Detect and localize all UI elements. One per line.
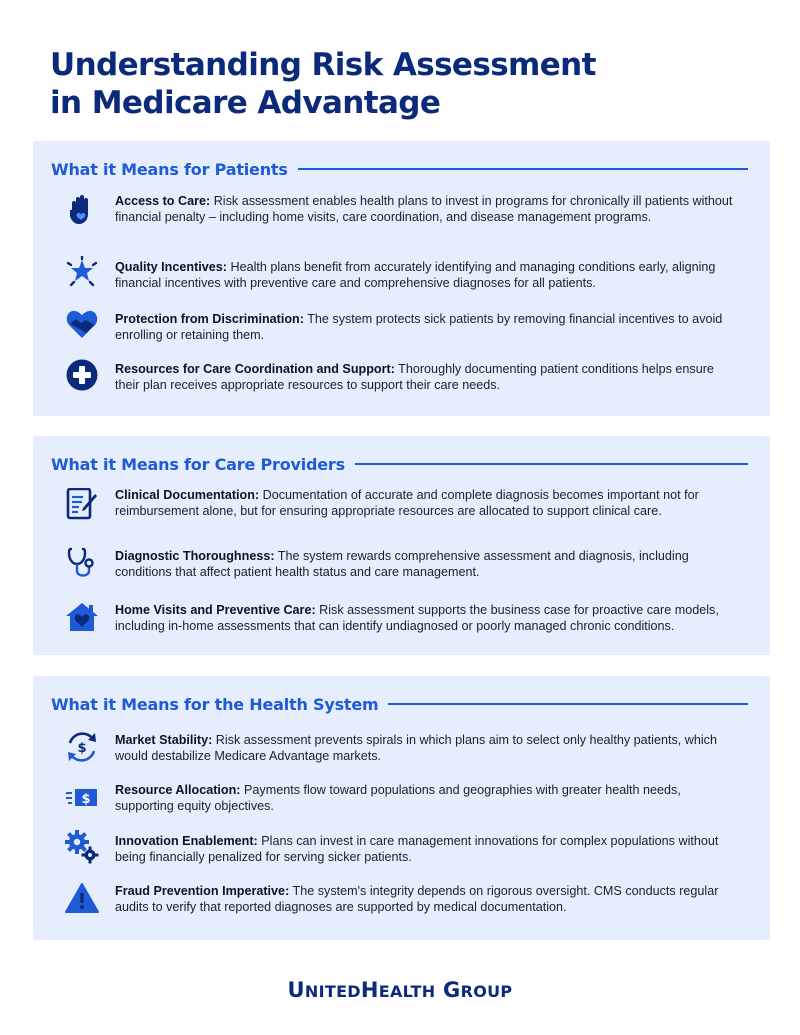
section-header [51, 692, 748, 716]
section-heading: What it Means for Patients [51, 159, 288, 179]
section-heading: What it Means for the Health System [51, 694, 379, 714]
star-burst-icon [65, 255, 99, 289]
svg-text:$: $ [81, 792, 91, 807]
page-title [50, 46, 650, 122]
item-label: Fraud Prevention Imperative: [115, 884, 290, 898]
item-description: Documentation of accurate and complete diagnosis becomes important not for reimbursement alone, but for ensuring appropriate resources are allocated to support clinical care. [115, 488, 699, 518]
item-label: Resources for Care Coordination and Support: [115, 362, 395, 376]
item-description: Risk assessment supports the business case for proactive care models, including in-home assessments that can identify undiagnosed or poorly managed chronic conditions. [115, 603, 719, 633]
dollar-cycle-icon [65, 730, 99, 764]
item-description: Risk assessment enables health plans to invest in programs for chronically ill patients without financial penalty – including home visits, care coordination, and disease management programs. [115, 194, 733, 224]
divider [298, 168, 748, 170]
unitedhealth-group-logo: UNITEDHEALTH GROUP [287, 978, 513, 1002]
care-providers-section [33, 436, 770, 655]
item-description: Payments flow toward populations and geographies with greater health needs, supporting equity objectives. [115, 783, 681, 813]
gears-icon [65, 830, 99, 864]
divider [355, 463, 748, 465]
item-description: Thoroughly documenting patient conditions helps ensure their plan receives appropriate resources to support their care needs. [115, 362, 714, 392]
item-label: Access to Care: [115, 194, 211, 208]
section-heading: What it Means for Care Providers [51, 454, 345, 474]
money-flow-icon [65, 781, 99, 815]
patients-section [33, 141, 770, 416]
section-header [51, 157, 748, 181]
item-label: Clinical Documentation: [115, 488, 260, 502]
warning-icon [65, 881, 99, 915]
divider [388, 703, 748, 705]
heart-handshake-icon [65, 307, 99, 341]
page-title-line-1: Understanding Risk Assessment [50, 47, 596, 83]
document-pen-icon [65, 487, 99, 521]
home-heart-icon [65, 600, 99, 634]
item-label: Innovation Enablement: [115, 834, 258, 848]
health-system-section [33, 676, 770, 940]
item-label: Market Stability: [115, 733, 213, 747]
item-description: Health plans benefit from accurately identifying and managing conditions early, aligning financial incentives with preventive care and comprehensive diagnoses for all patients. [115, 260, 716, 290]
stethoscope-icon [65, 547, 99, 581]
page-title-line-2: in Medicare Advantage [50, 85, 441, 121]
raised-hand-icon [65, 193, 99, 227]
item-label: Resource Allocation: [115, 783, 241, 797]
item-description: The system's integrity depends on rigorous oversight. CMS conducts regular audits to verify that reported diagnoses are supported by medical documentation. [115, 884, 719, 914]
item-description: Risk assessment prevents spirals in which plans aim to select only healthy patients, which would destabilize Medicare Advantage markets. [115, 733, 717, 763]
section-header [51, 452, 748, 476]
item-description: The system protects sick patients by removing financial incentives to avoid enrolling or retaining them. [115, 312, 723, 342]
item-label: Diagnostic Thoroughness: [115, 549, 275, 563]
svg-text:$: $ [77, 741, 87, 756]
item-label: Home Visits and Preventive Care: [115, 603, 316, 617]
item-description: The system rewards comprehensive assessment and diagnosis, including conditions that affect patient health status and care management. [115, 549, 689, 579]
item-description: Plans can invest in care management innovations for complex populations without being financially penalized for serving sicker patients. [115, 834, 719, 864]
medical-cross-icon [65, 358, 99, 392]
item-label: Quality Incentives: [115, 260, 227, 274]
item-label: Protection from Discrimination: [115, 312, 304, 326]
